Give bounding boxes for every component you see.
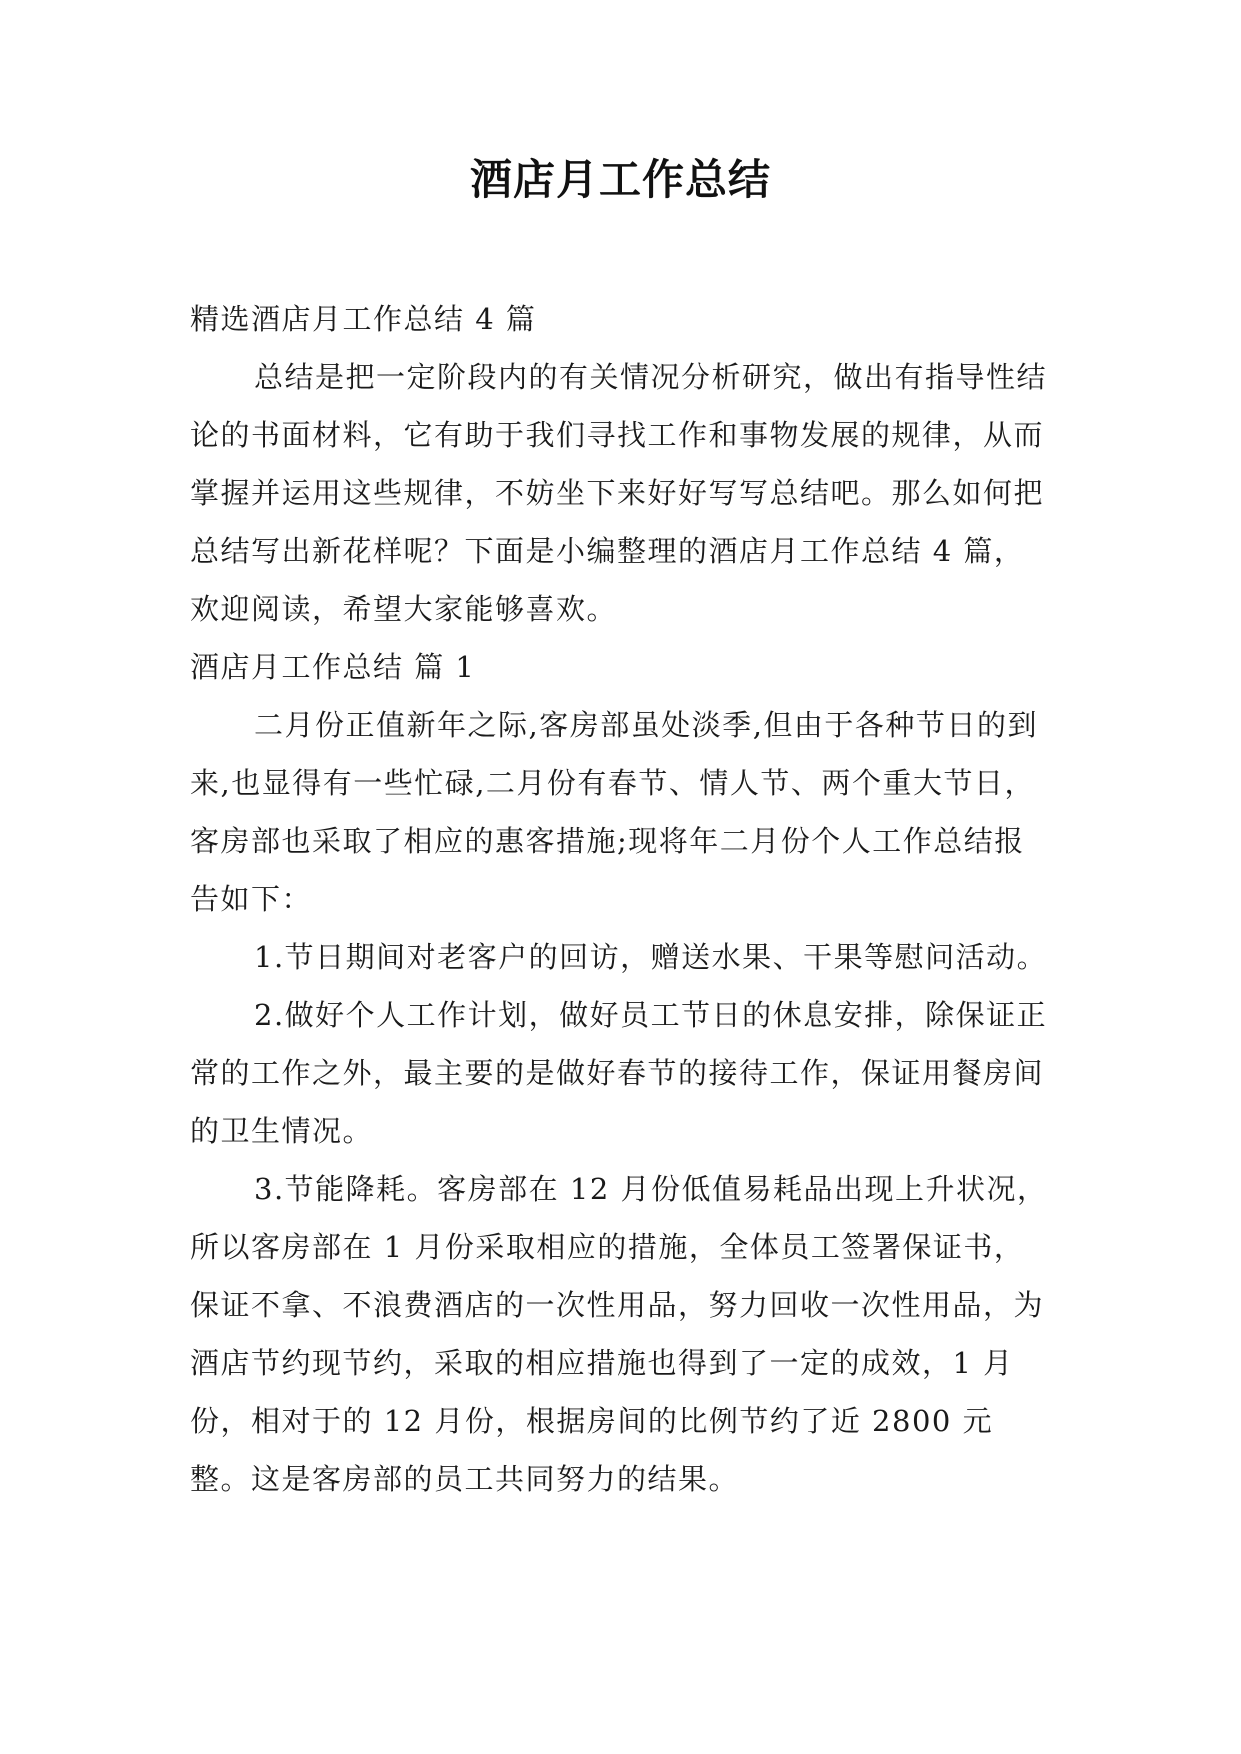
document-subtitle: 精选酒店月工作总结 4 篇 [190,302,537,336]
list-item-1: 1.节日期间对老客户的回访，赠送水果、干果等慰问活动。 [254,940,1048,974]
section-1-heading: 酒店月工作总结 篇 1 [190,650,476,684]
list-item-3: 3.节能降耗。客房部在 12 月份低值易耗品出现上升状况，所以客房部在 1 月份采取相应的措施，全体员工签署保证书，保证不拿、不浪费酒店的一次性用品，努力回收一次性用品，为酒店节约现节约，采取的相应措施也得到了一定的成效，1 月份，相对于的 12 月份，根据房间的比例节约了近 2800 元整。这是客房部的员工共同努力的结果。 [190,1172,1048,1496]
document-body [190,290,1052,1508]
intro-paragraph: 总结是把一定阶段内的有关情况分析研究，做出有指导性结论的书面材料，它有助于我们寻找工作和事物发展的规律，从而掌握并运用这些规律，不妨坐下来好好写写总结吧。那么如何把总结写出新花样呢？下面是小编整理的酒店月工作总结 4 篇，欢迎阅读，希望大家能够喜欢。 [190,360,1048,626]
document-title: 酒店月工作总结 [469,155,771,204]
section-1-paragraph: 二月份正值新年之际,客房部虽处淡季,但由于各种节日的到来,也显得有一些忙碌,二月份有春节、情人节、两个重大节日，客房部也采取了相应的惠客措施;现将年二月份个人工作总结报告如下： [190,708,1038,916]
list-item-2: 2.做好个人工作计划，做好员工节日的休息安排，除保证正常的工作之外，最主要的是做好春节的接待工作，保证用餐房间的卫生情况。 [190,998,1048,1148]
